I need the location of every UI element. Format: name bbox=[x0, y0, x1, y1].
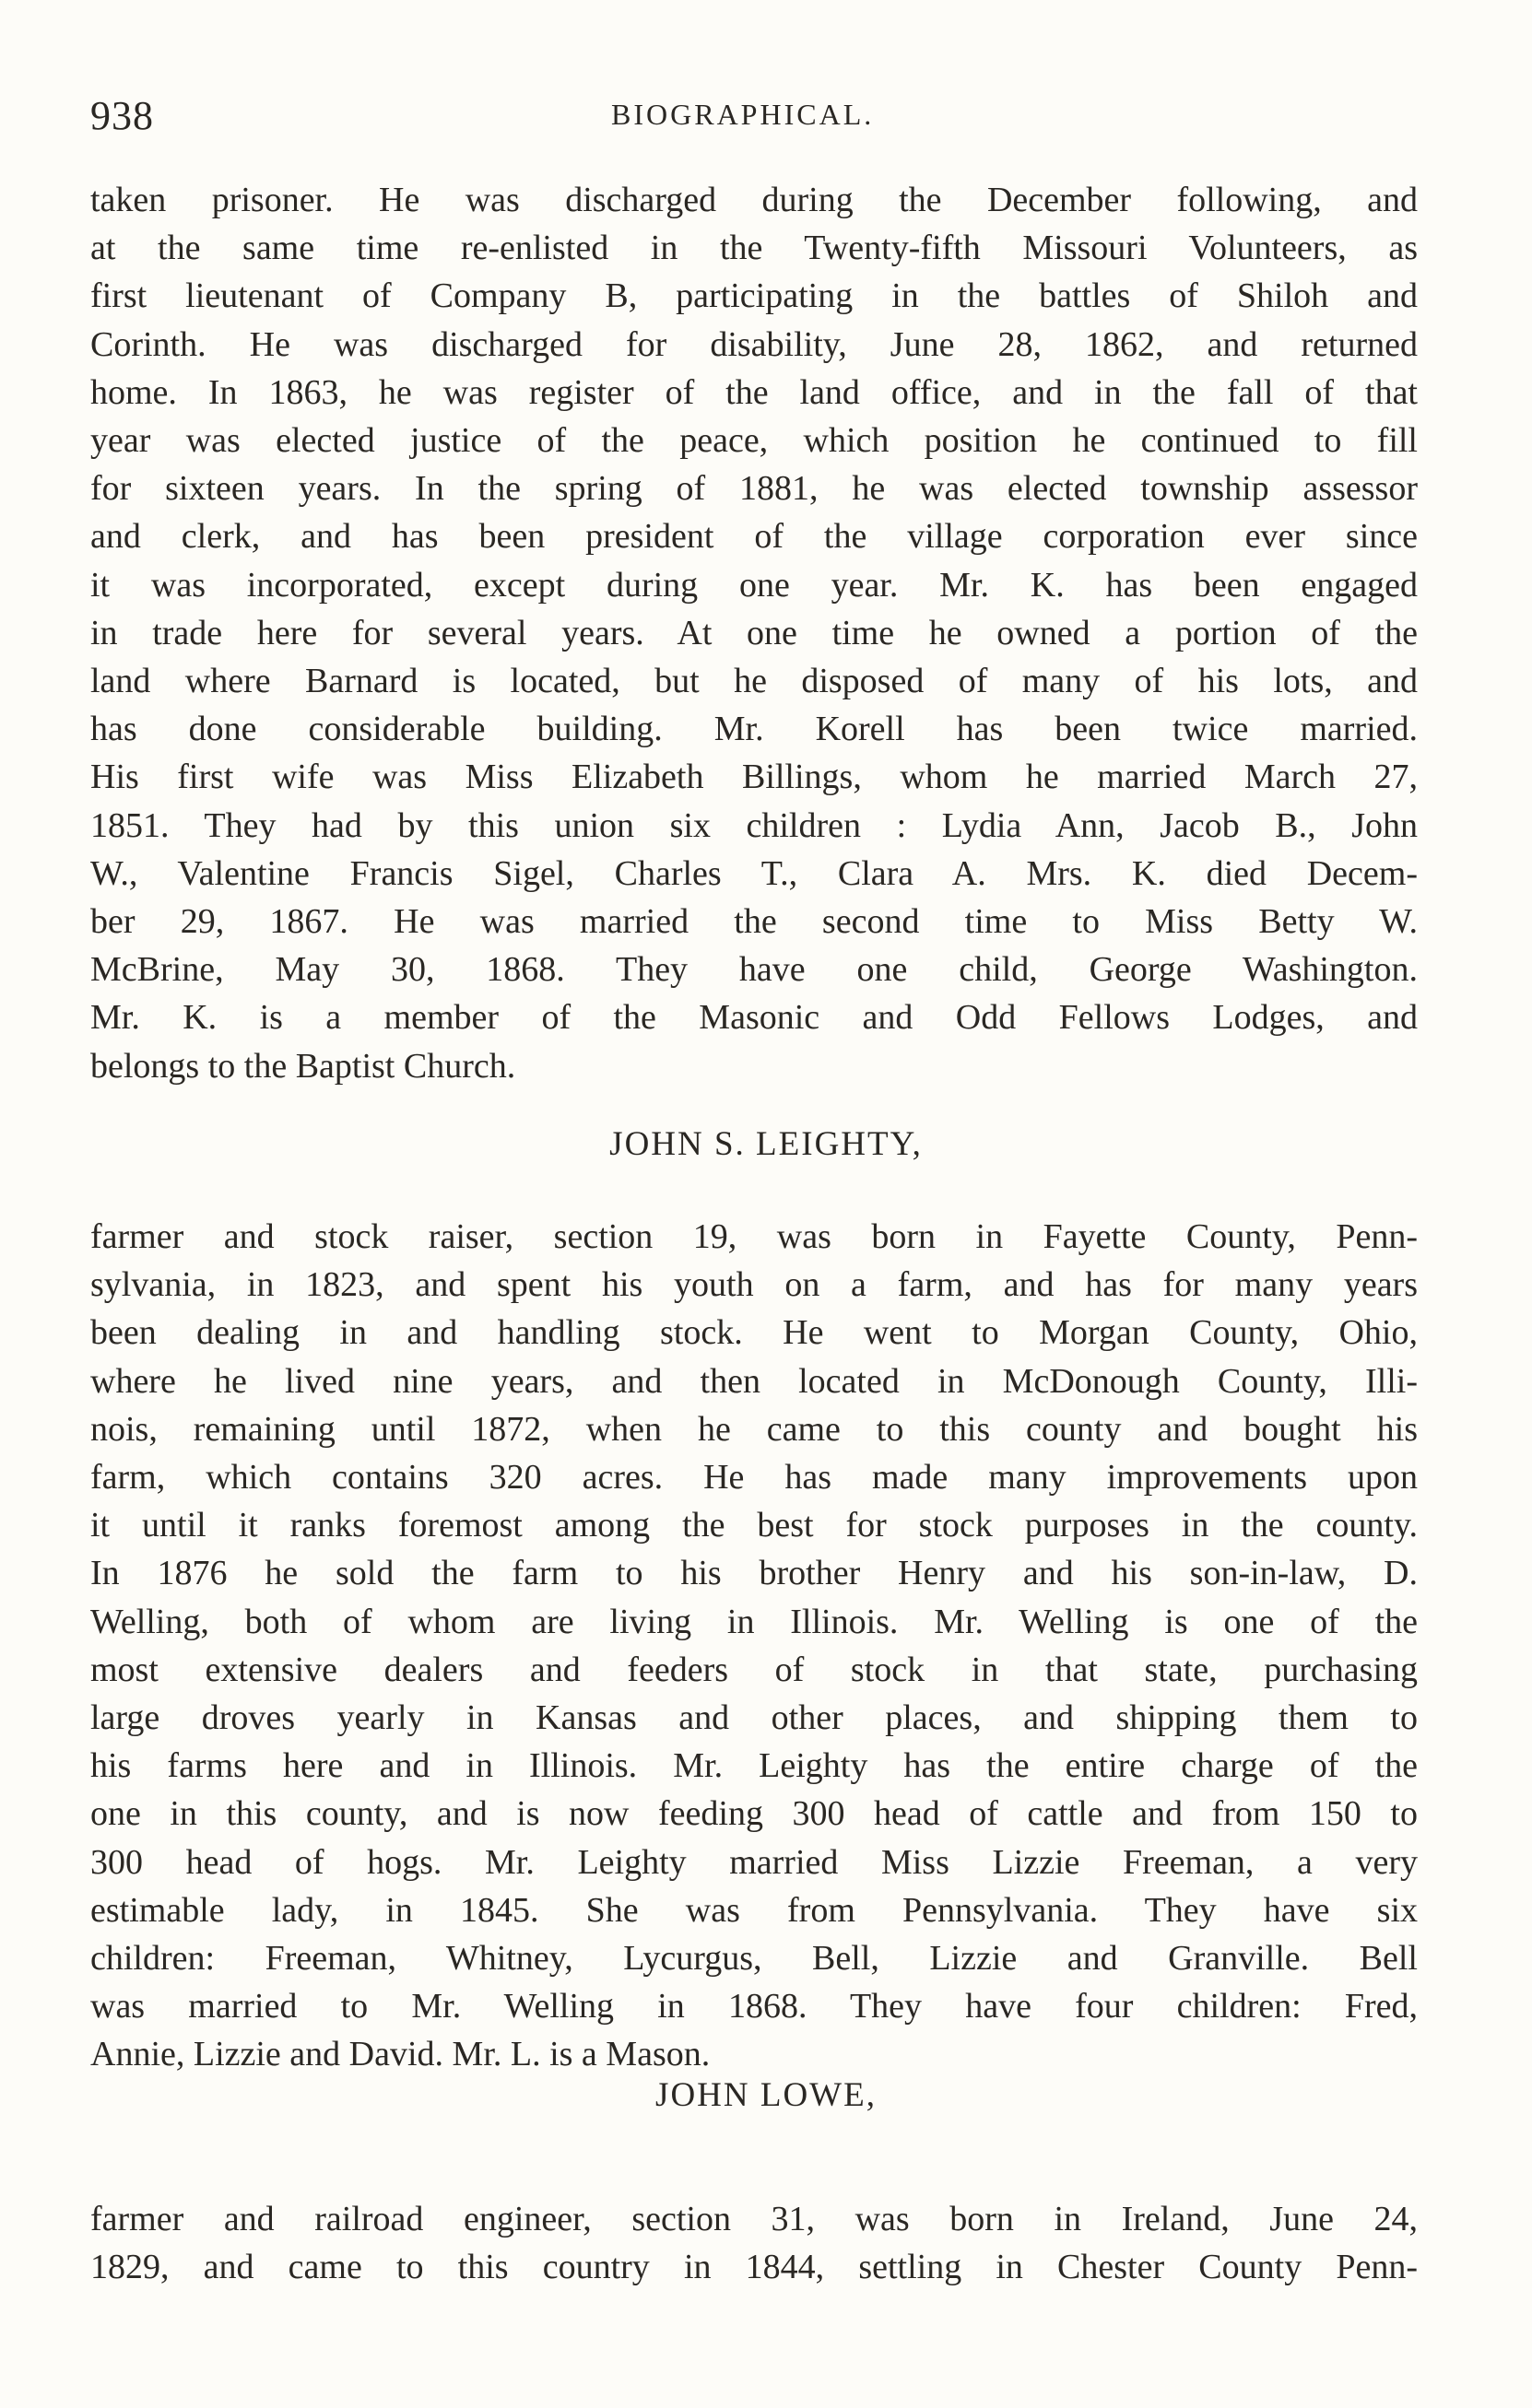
text-line: land where Barnard is located, but he disposed of many of his lots, and bbox=[90, 662, 1418, 701]
text-line: it until it ranks foremost among the best for stock purposes in the county. bbox=[90, 1506, 1418, 1545]
text-line: Mr. K. is a member of the Masonic and Odd Fellows Lodges, and bbox=[90, 998, 1418, 1038]
text-line: home. In 1863, he was register of the land office, and in the fall of that bbox=[90, 372, 1418, 412]
text-line: it was incorporated, except during one year. Mr. K. has been engaged bbox=[90, 565, 1418, 605]
text-line: sylvania, in 1823, and spent his youth on a farm, and has for many years bbox=[90, 1265, 1418, 1305]
text-line: McBrine, May 30, 1868. They have one child, George Washington. bbox=[90, 950, 1418, 990]
text-line: belongs to the Baptist Church. bbox=[90, 1046, 516, 1086]
lowe-biography bbox=[90, 2195, 1418, 2291]
text-line: Welling, both of whom are living in Illinois. Mr. Welling is one of the bbox=[90, 1602, 1418, 1641]
section-heading-leighty: JOHN S. LEIGHTY, bbox=[609, 1125, 923, 1163]
text-line: ber 29, 1867. He was married the second time to Miss Betty W. bbox=[90, 902, 1418, 942]
text-line: first lieutenant of Company B, participating in the battles of Shiloh and bbox=[90, 276, 1418, 316]
text-line: taken prisoner. He was discharged during the December following, and bbox=[90, 181, 1418, 219]
text-line: His first wife was Miss Elizabeth Billings, whom he married March 27, bbox=[90, 758, 1418, 797]
text-line: farmer and railroad engineer, section 31, was born in Ireland, June 24, bbox=[90, 2200, 1418, 2238]
text-line: W., Valentine Francis Sigel, Charles T., Clara A. Mrs. K. died Decem- bbox=[90, 853, 1418, 893]
section-heading-lowe: JOHN LOWE, bbox=[655, 2076, 877, 2114]
text-line: farm, which contains 320 acres. He has made many improvements upon bbox=[90, 1458, 1418, 1498]
korell-biography-continued bbox=[90, 176, 1418, 1090]
leighty-biography bbox=[90, 1213, 1418, 2079]
text-line: 1829, and came to this country in 1844, settling in Chester County Penn- bbox=[90, 2248, 1418, 2287]
text-line: nois, remaining until 1872, when he came to this county and bought his bbox=[90, 1409, 1418, 1449]
text-line: at the same time re-enlisted in the Twenty-fifth Missouri Volunteers, as bbox=[90, 229, 1418, 268]
text-line: estimable lady, in 1845. She was from Pennsylvania. They have six bbox=[90, 1890, 1418, 1930]
text-line: children: Freeman, Whitney, Lycurgus, Bell, Lizzie and Granville. Bell bbox=[90, 1939, 1418, 1979]
text-line: Corinth. He was discharged for disability, June 28, 1862, and returned bbox=[90, 324, 1418, 364]
text-line: in trade here for several years. At one time he owned a portion of the bbox=[90, 613, 1418, 652]
text-line: and clerk, and has been president of the village corporation ever since bbox=[90, 517, 1418, 557]
running-head bbox=[90, 92, 1418, 147]
text-line: been dealing in and handling stock. He went to Morgan County, Ohio, bbox=[90, 1313, 1418, 1353]
running-title: BIOGRAPHICAL. bbox=[611, 98, 875, 131]
text-line: most extensive dealers and feeders of stock in that state, purchasing bbox=[90, 1650, 1418, 1689]
text-line: farmer and stock raiser, section 19, was born in Fayette County, Penn- bbox=[90, 1217, 1418, 1256]
page-number: 938 bbox=[90, 93, 154, 138]
text-line: for sixteen years. In the spring of 1881, he was elected township assessor bbox=[90, 469, 1418, 509]
text-line: was married to Mr. Welling in 1868. They have four children: Fred, bbox=[90, 1987, 1418, 2026]
text-line: year was elected justice of the peace, which position he continued to fill bbox=[90, 421, 1418, 461]
text-line: 1851. They had by this union six children : Lydia Ann, Jacob B., John bbox=[90, 805, 1418, 845]
text-line: In 1876 he sold the farm to his brother Henry and his son-in-law, D. bbox=[90, 1554, 1418, 1593]
text-line: one in this county, and is now feeding 300 head of cattle and from 150 to bbox=[90, 1794, 1418, 1834]
text-line: where he lived nine years, and then located in McDonough County, Illi- bbox=[90, 1361, 1418, 1401]
text-line: large droves yearly in Kansas and other places, and shipping them to bbox=[90, 1698, 1418, 1738]
text-line: his farms here and in Illinois. Mr. Leighty has the entire charge of the bbox=[90, 1746, 1418, 1786]
text-line: Annie, Lizzie and David. Mr. L. is a Mason. bbox=[90, 2035, 711, 2074]
text-line: has done considerable building. Mr. Korell has been twice married. bbox=[90, 710, 1418, 749]
text-line: 300 head of hogs. Mr. Leighty married Miss Lizzie Freeman, a very bbox=[90, 1842, 1418, 1882]
